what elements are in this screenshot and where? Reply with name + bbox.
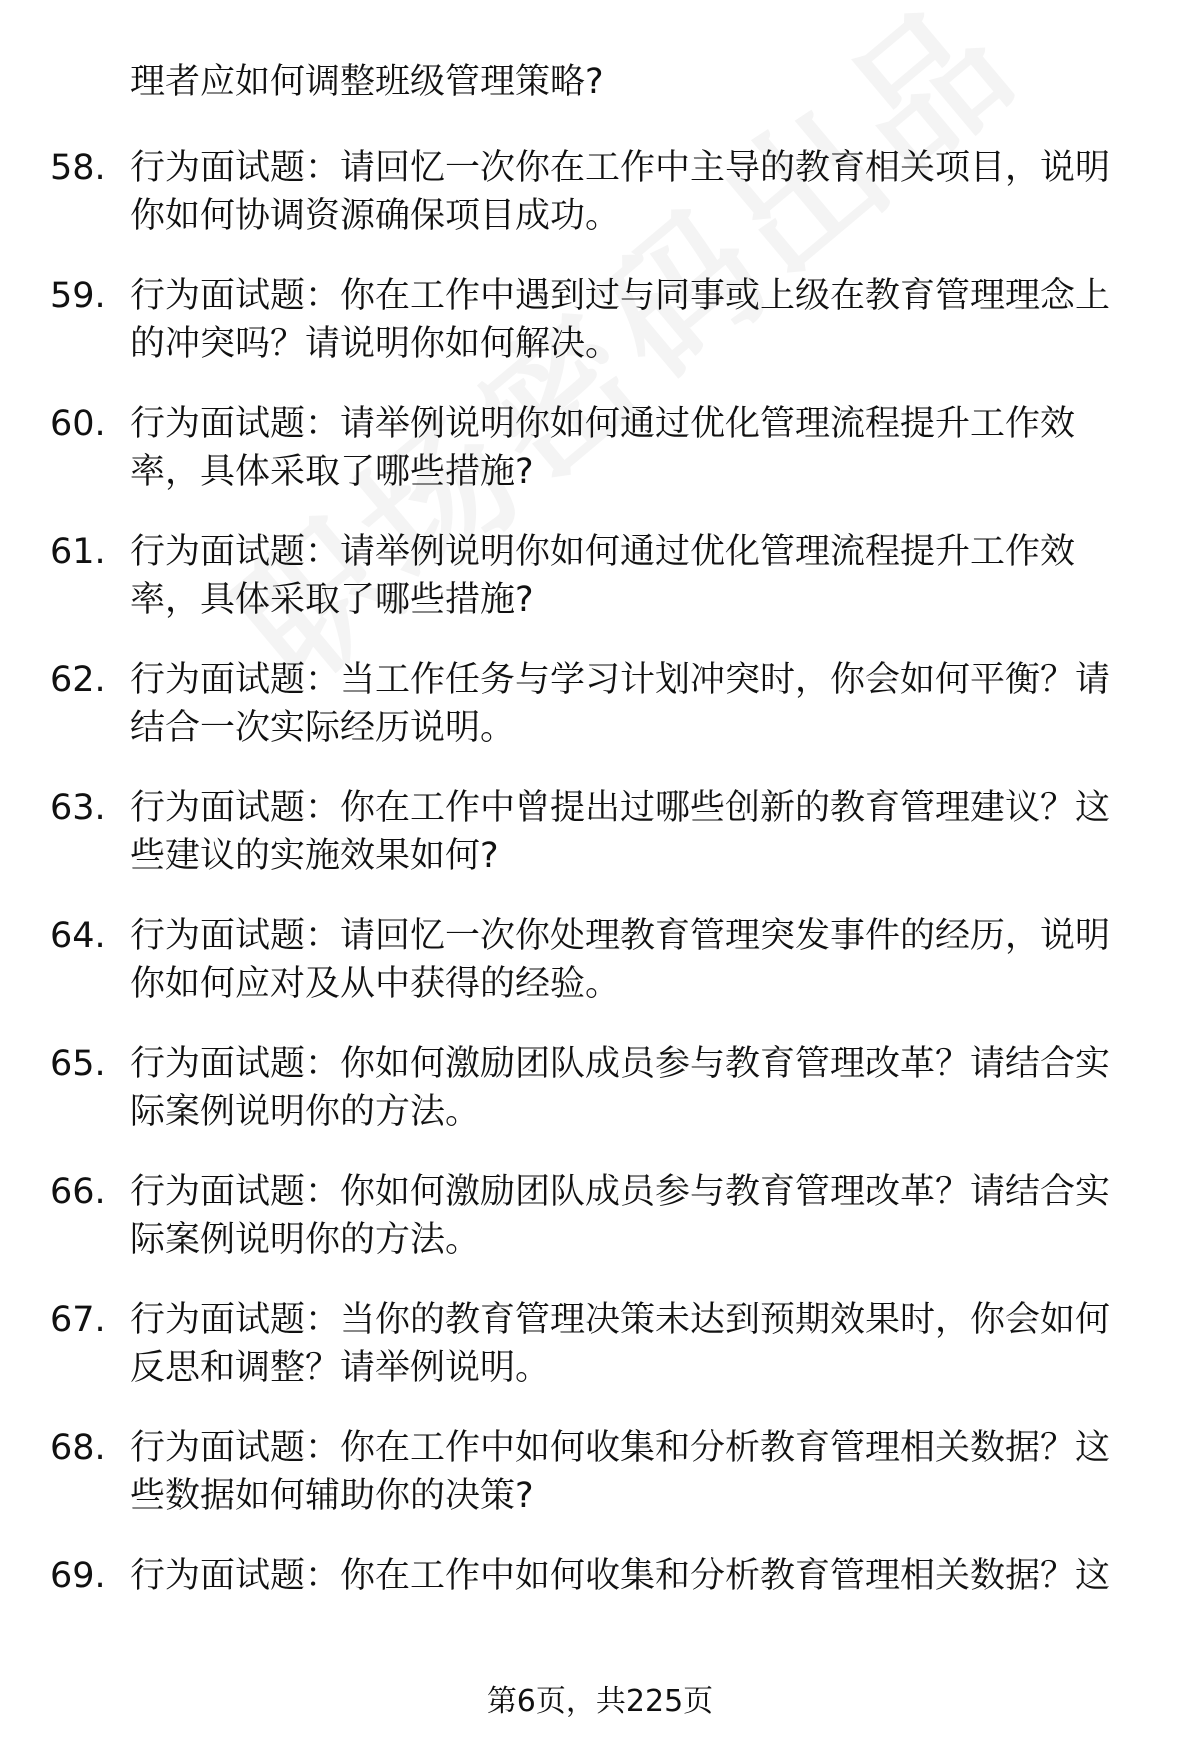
question-number: 63. (50, 788, 106, 828)
question-item (0, 272, 1200, 364)
question-number: 66. (50, 1172, 106, 1212)
question-text: 行为面试题：当你的教育管理决策未达到预期效果时，你会如何反思和调整？请举例说明。 (130, 1300, 1111, 1388)
question-item (0, 144, 1200, 236)
question-number: 67. (50, 1300, 106, 1340)
question-item (0, 656, 1200, 748)
question-text: 行为面试题：你在工作中遇到过与同事或上级在教育管理理念上的冲突吗？请说明你如何解决。 (130, 276, 1111, 364)
question-text: 行为面试题：请回忆一次你在工作中主导的教育相关项目，说明你如何协调资源确保项目成功。 (130, 148, 1111, 236)
question-item (0, 1296, 1200, 1388)
question-text: 行为面试题：你在工作中如何收集和分析教育管理相关数据？这些数据如何辅助你的决策? (130, 1428, 1111, 1516)
question-item (0, 1424, 1200, 1516)
question-list (0, 144, 1200, 1680)
question-item (0, 912, 1200, 1004)
question-number: 62. (50, 660, 106, 700)
question-text: 行为面试题：你在工作中如何收集和分析教育管理相关数据？这 (130, 1556, 1111, 1596)
question-item (0, 1552, 1200, 1634)
question-item (0, 1168, 1200, 1260)
question-number: 65. (50, 1044, 106, 1084)
question-text: 行为面试题：你在工作中曾提出过哪些创新的教育管理建议？这些建议的实施效果如何? (130, 788, 1111, 876)
question-number: 58. (50, 148, 106, 188)
question-item (0, 784, 1200, 876)
question-text: 行为面试题：请举例说明你如何通过优化管理流程提升工作效率，具体采取了哪些措施? (130, 532, 1076, 620)
question-text: 行为面试题：你如何激励团队成员参与教育管理改革？请结合实际案例说明你的方法。 (130, 1172, 1111, 1260)
question-text: 行为面试题：请回忆一次你处理教育管理突发事件的经历，说明你如何应对及从中获得的经验。 (130, 916, 1111, 1004)
question-text: 行为面试题：请举例说明你如何通过优化管理流程提升工作效率，具体采取了哪些措施? (130, 404, 1076, 492)
question-item (0, 1040, 1200, 1132)
question-item (0, 528, 1200, 620)
question-item (0, 400, 1200, 492)
question-text: 行为面试题：当工作任务与学习计划冲突时，你会如何平衡？请结合一次实际经历说明。 (130, 660, 1111, 748)
question-number: 69. (50, 1556, 106, 1596)
continued-question-text: 理者应如何调整班级管理策略? (130, 62, 604, 102)
question-text: 行为面试题：你如何激励团队成员参与教育管理改革？请结合实际案例说明你的方法。 (130, 1044, 1111, 1132)
page-footer: 第6页，共225页 (486, 1684, 714, 1719)
question-number: 60. (50, 404, 106, 444)
question-number: 68. (50, 1428, 106, 1468)
question-number: 59. (50, 276, 106, 316)
question-number: 64. (50, 916, 106, 956)
question-number: 61. (50, 532, 106, 572)
